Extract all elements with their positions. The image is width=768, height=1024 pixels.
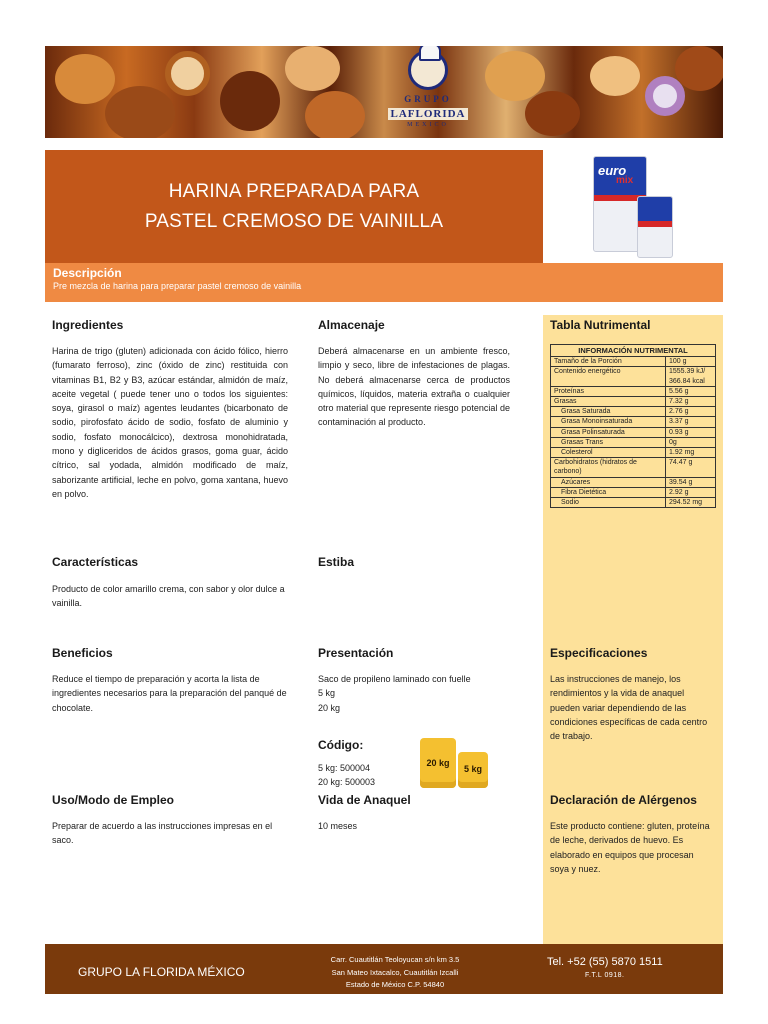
- pastry-decoration: [525, 91, 580, 136]
- characteristics-heading: Características: [52, 555, 139, 569]
- title-line-2: PASTEL CREMOSO DE VAINILLA: [144, 210, 444, 232]
- code-line: 5 kg: 500004: [318, 763, 371, 773]
- nutrition-label: Carbohidratos (hidratos de carbono): [551, 458, 666, 477]
- nutrition-value: 74.47 g: [666, 458, 716, 477]
- nutrition-value: 0g: [666, 437, 716, 447]
- footer-document-code: F.T.L 0918.: [585, 972, 625, 979]
- specifications-heading: Especificaciones: [550, 646, 648, 660]
- pastry-decoration: [285, 46, 340, 91]
- footer: [45, 944, 723, 994]
- nutrition-value: 294.52 mg: [666, 498, 716, 508]
- benefits-heading: Beneficios: [52, 646, 113, 660]
- nutrition-value: 3.37 g: [666, 417, 716, 427]
- code-text: [318, 761, 418, 790]
- footer-address: [305, 954, 485, 992]
- nutrition-value: 7.32 g: [666, 397, 716, 407]
- footer-phone: Tel. +52 (55) 5870 1511: [547, 956, 663, 968]
- footer-company-name: GRUPO LA FLORIDA MÉXICO: [78, 965, 245, 979]
- presentation-line: 20 kg: [318, 702, 341, 713]
- nutrition-row: [551, 477, 716, 487]
- specifications-text: Las instrucciones de manejo, los rendimientos y la vida de anaquel pueden variar dependiendo de las condiciones específicas de cada centro de trabajo.: [550, 674, 708, 742]
- storage-text: Deberá almacenarse en un ambiente fresco, limpio y seco, libre de infestaciones de plagas. No deberá almacenarse cerca de productos químicos, líquidos, materia extraña o cualquier otro material que represente riesgo potencial de contaminación al producto.: [318, 346, 510, 428]
- storage-heading: Almacenaje: [318, 318, 385, 332]
- description-heading: Descripción: [53, 266, 122, 280]
- characteristics-text: Producto de color amarillo crema, con sabor y olor dulce a vainilla.: [52, 584, 285, 609]
- stowage-heading: Estiba: [318, 555, 355, 569]
- nutrition-value: 5.56 g: [666, 386, 716, 396]
- nutrition-value: 1555.39 kJ/ 366.84 kcal: [666, 367, 716, 386]
- shelf-life-text: 10 meses: [318, 821, 358, 831]
- nutrition-row: [551, 437, 716, 447]
- nutrition-label: Grasa Monoinsaturada: [551, 417, 666, 427]
- ingredients-text: Harina de trigo (gluten) adicionada con ácido fólico, hierro (fumarato ferroso), zinc (óxido de zinc) restituida con vitaminas B1, B2 y B3, azúcar estándar, almidón de maíz, aceite vegetal ( puede tener uno o todos los siguientes: soya, girasol o maíz) agentes leudantes (bicarbonato de sodio, pirofosfato ácido de sodio, fosfato de aluminio y sodio, fosfato monocálcico), dextrosa monohidratada, mono y digliceridos de ácidos grasos, goma guar, ácido cítrico, sal yodada, almidón modificado de maíz, saborizante artificial, leche en polvo, goma xantana, huevo en polvo.: [52, 346, 288, 499]
- nutrition-row: [551, 357, 716, 367]
- grupo-la-florida-logo: [383, 50, 473, 136]
- nutrition-heading: Tabla Nutrimental: [550, 318, 651, 332]
- allergens-text: Este producto contiene: gluten, proteína de leche, derivados de huevo. Es elaborado en equipos que procesan soya y nuez.: [550, 821, 710, 874]
- nutrition-row: [551, 417, 716, 427]
- logo-country-text: MEXICO: [407, 122, 449, 128]
- nutrition-value: 2.76 g: [666, 407, 716, 417]
- pastry-decoration: [220, 71, 280, 131]
- chef-mascot-icon: [408, 50, 448, 90]
- nutrition-row: [551, 367, 716, 386]
- nutrition-row: [551, 386, 716, 396]
- sack-20kg-image: [420, 738, 456, 788]
- logo-grupo-text: GRUPO: [404, 94, 452, 104]
- presentation-text: [318, 672, 518, 715]
- presentation-line: 5 kg: [318, 688, 336, 699]
- usage-text: Preparar de acuerdo a las instrucciones impresas en el saco.: [52, 821, 273, 846]
- sack-5kg-image: [458, 752, 488, 788]
- nutrition-table: [550, 344, 716, 508]
- nutrition-row: [551, 427, 716, 437]
- pastry-decoration: [485, 51, 545, 101]
- header-banner: [45, 46, 723, 138]
- nutrition-label: Tamaño de la Porción: [551, 357, 666, 367]
- nutrition-row: [551, 487, 716, 497]
- pastry-decoration: [55, 54, 115, 104]
- nutrition-row: [551, 397, 716, 407]
- title-line-1: HARINA PREPARADA PARA: [168, 180, 420, 202]
- nutrition-label: Contenido energético: [551, 367, 666, 386]
- nutrition-label: Grasas: [551, 397, 666, 407]
- nutrition-label: Fibra Dietética: [551, 487, 666, 497]
- nutrition-label: Colesterol: [551, 448, 666, 458]
- nutrition-value: 1.92 mg: [666, 448, 716, 458]
- nutrition-row: [551, 498, 716, 508]
- allergens-heading: Declaración de Alérgenos: [550, 793, 697, 807]
- nutrition-row: [551, 407, 716, 417]
- nutrition-label: Grasa Polinsaturada: [551, 427, 666, 437]
- nutrition-table-header: INFORMACIÓN NUTRIMENTAL: [551, 345, 716, 357]
- presentation-heading: Presentación: [318, 646, 394, 660]
- pastry-decoration: [105, 86, 175, 138]
- nutrition-label: Grasa Saturada: [551, 407, 666, 417]
- bag-brand-text: euro: [598, 163, 627, 178]
- nutrition-value: 39.54 g: [666, 477, 716, 487]
- nutrition-label: Grasas Trans: [551, 437, 666, 447]
- benefits-text: Reduce el tiempo de preparación y acorta la lista de ingredientes necesarios para la preparación del panqué de chocolate.: [52, 674, 287, 713]
- description-text: Pre mezcla de harina para preparar pastel cremoso de vainilla: [53, 281, 302, 291]
- nutrition-value: 2.92 g: [666, 487, 716, 497]
- nutrition-value: 100 g: [666, 357, 716, 367]
- shelf-life-heading: Vida de Anaquel: [318, 793, 411, 807]
- pastry-decoration: [305, 91, 365, 138]
- nutrition-row: [551, 458, 716, 477]
- code-heading: Código:: [318, 738, 364, 752]
- pastry-decoration: [675, 46, 723, 91]
- nutrition-label: Azúcares: [551, 477, 666, 487]
- presentation-line: Saco de propileno laminado con fuelle: [318, 674, 471, 684]
- description-bar: [45, 263, 723, 302]
- nutrition-label: Proteínas: [551, 386, 666, 396]
- footer-address-line: Estado de México C.P. 54840: [345, 980, 445, 989]
- logo-name-text: LAFLORIDA: [390, 108, 466, 120]
- sack-5kg-label: 5 kg: [463, 764, 482, 774]
- page-title: [145, 177, 443, 237]
- usage-heading: Uso/Modo de Empleo: [52, 793, 175, 807]
- footer-address-line: San Mateo Ixtacalco, Cuautitlán Izcalli: [331, 967, 459, 977]
- code-line: 20 kg: 500003: [318, 777, 376, 788]
- title-bar: [45, 150, 543, 263]
- product-image: [585, 152, 680, 262]
- nutrition-row: [551, 448, 716, 458]
- ingredients-heading: Ingredientes: [52, 318, 124, 332]
- sack-20kg-label: 20 kg: [426, 758, 450, 768]
- pastry-decoration: [590, 56, 640, 96]
- pastry-decoration: [165, 51, 210, 96]
- product-bag-small: [637, 196, 673, 258]
- nutrition-label: Sodio: [551, 498, 666, 508]
- nutrition-value: 0.93 g: [666, 427, 716, 437]
- bag-sub-text: mix: [616, 175, 634, 186]
- footer-address-line: Carr. Cuautitlán Teoloyucan s/n km 3.5: [330, 955, 460, 964]
